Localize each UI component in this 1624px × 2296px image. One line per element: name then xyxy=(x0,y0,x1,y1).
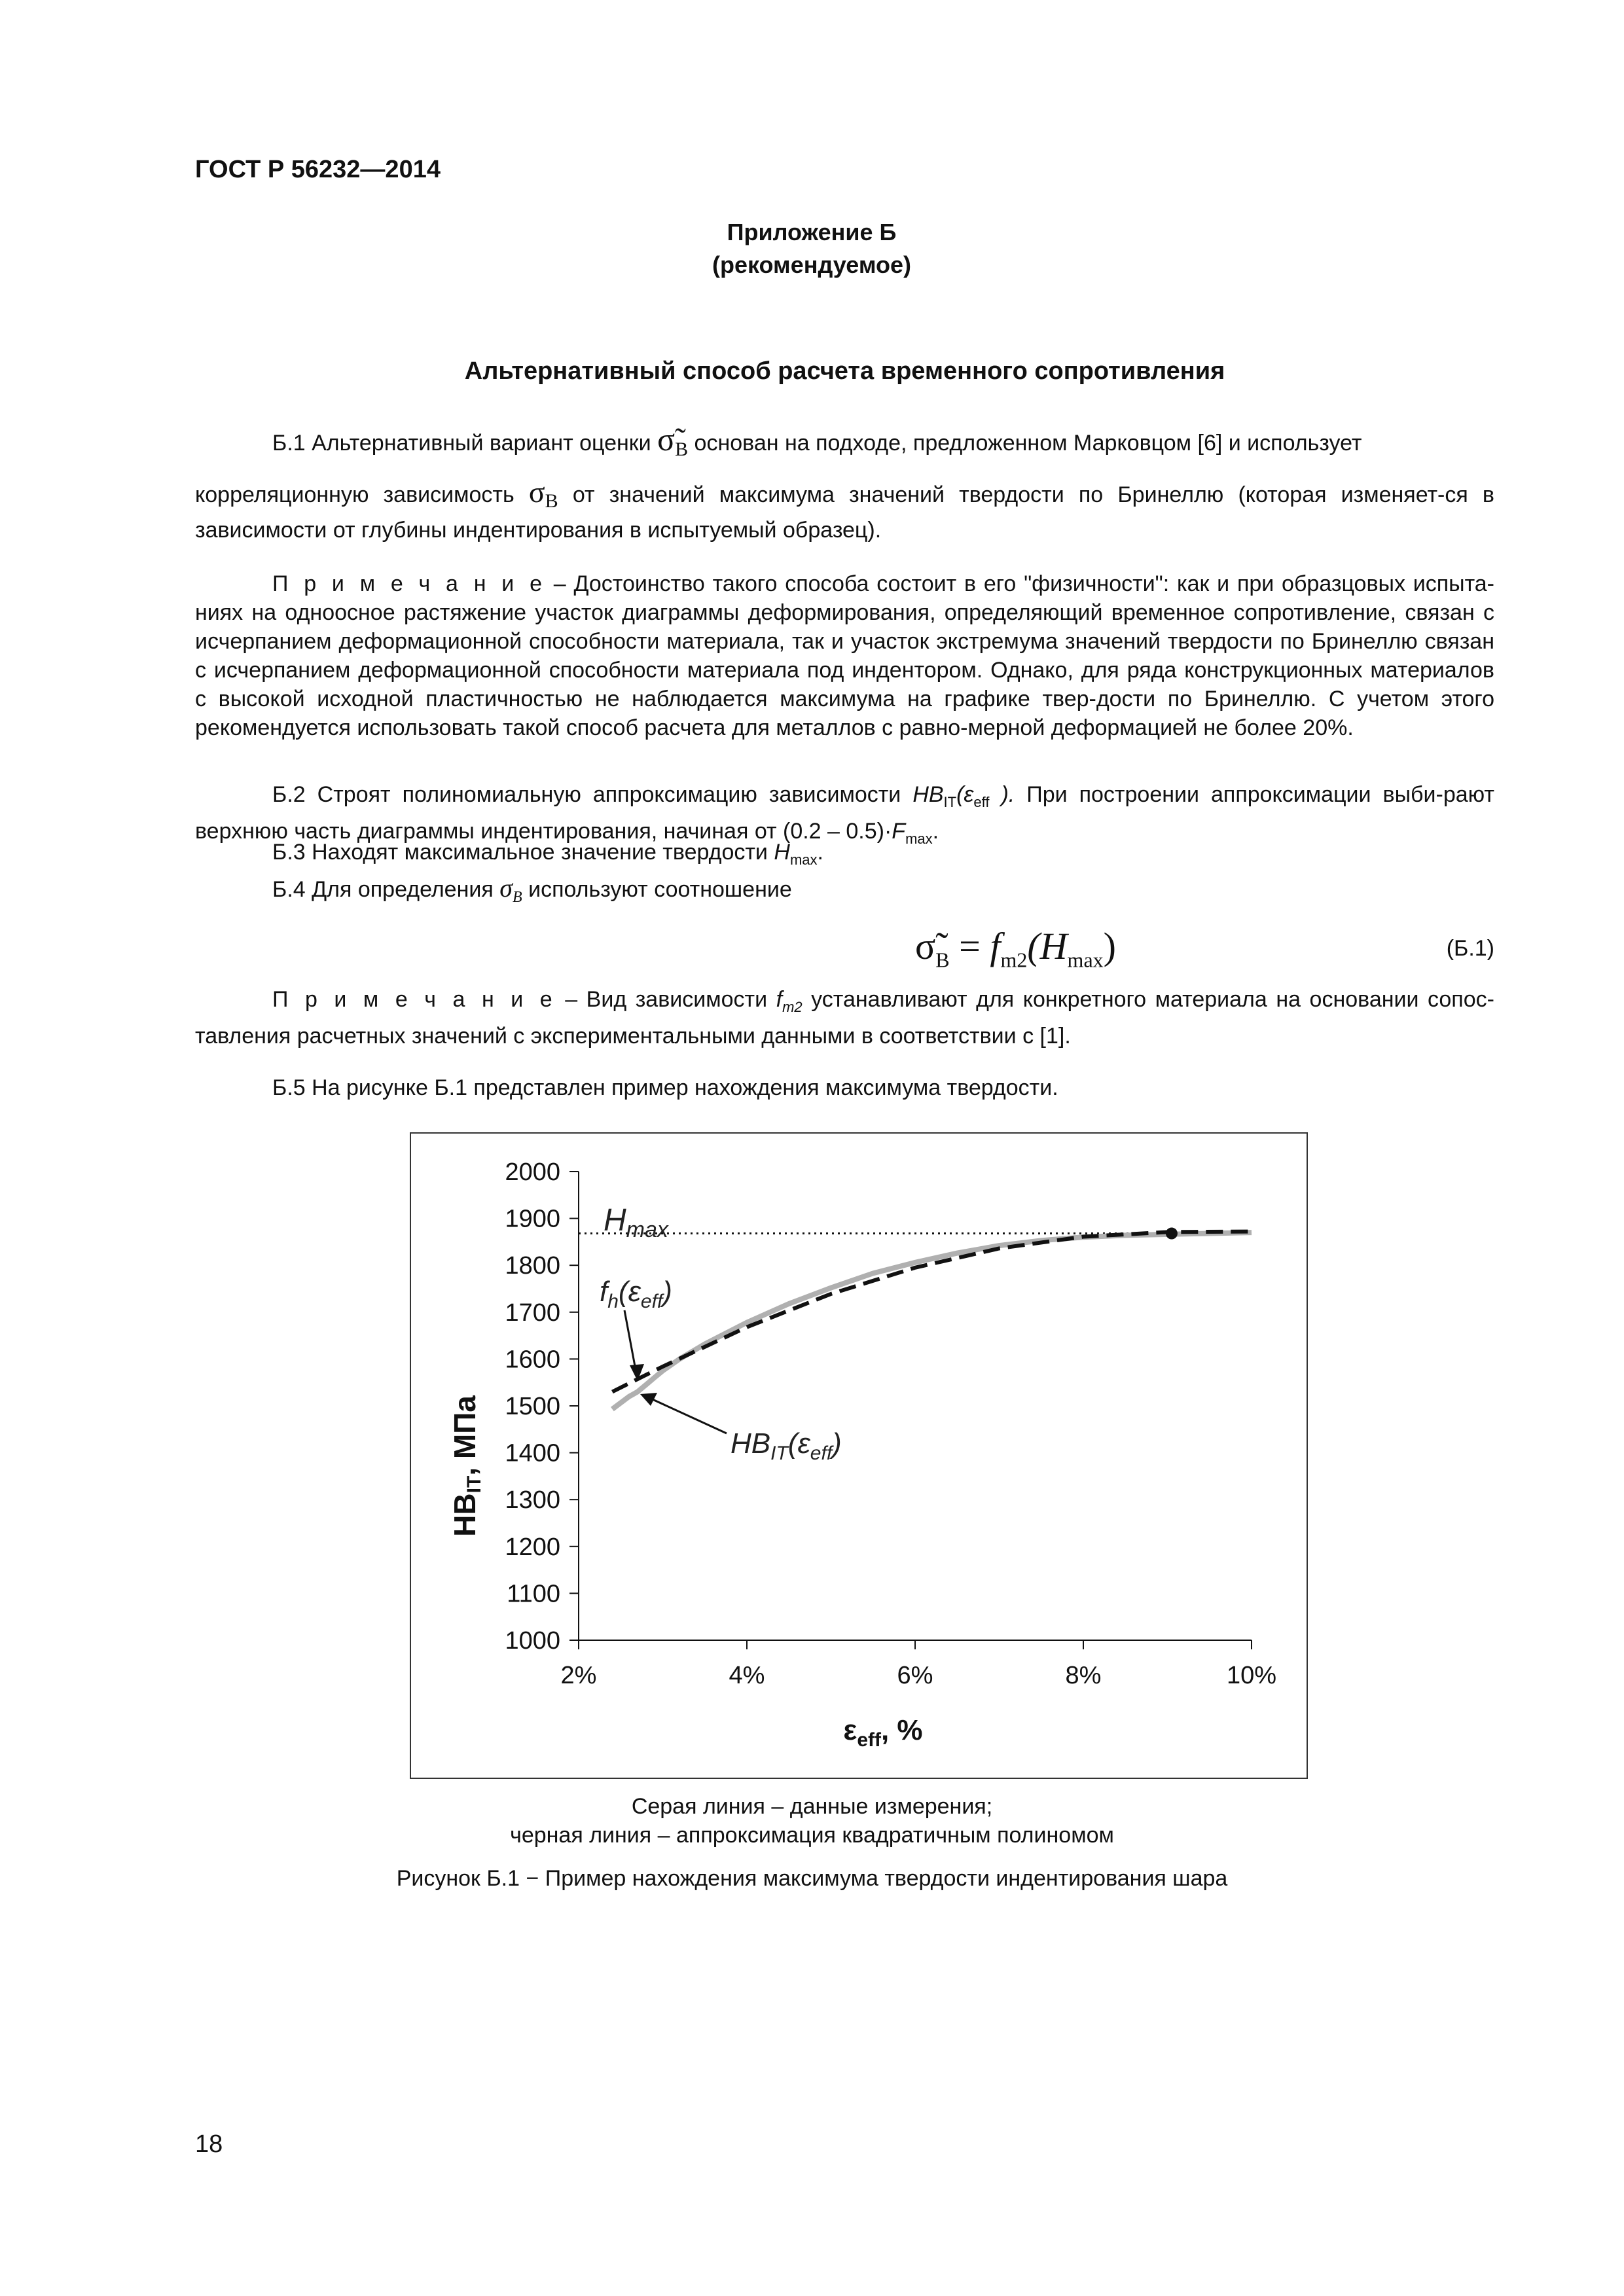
sigma-sub: B xyxy=(545,490,558,512)
note-text: – Достоинство такого способа состоит в его "физичности": как и при образцовых испыта-ниях на одноосное растяжение участок диаграммы деформирования, определяющий временное сопротивление, связан с исчерпанием деформационной способности материала, так и участок экстремума значений твердости по Бринеллю связан с исчерпанием деформационной способности материала под индентором. Однако, для ряда конструкционных материалов с высокой исходной пластичностью не наблюдается максимума на графике твер-дости по Бринеллю. С учетом этого рекомендуется использовать такой способ расчета для металлов с равно-мерной деформацией не более 20%. xyxy=(195,571,1494,740)
sigma-symbol: σ xyxy=(528,475,545,509)
hmax-point xyxy=(1166,1228,1178,1240)
sigma-sub: B xyxy=(512,888,522,906)
paragraph-b4 xyxy=(195,874,1494,912)
caption-line-2: черная линия – аппроксимация квадратичным полиномом xyxy=(510,1823,1114,1848)
y-tick-label: 1500 xyxy=(505,1393,560,1420)
formula-close: ) xyxy=(1103,925,1116,967)
caption-line-1: Серая линия – данные измерения; xyxy=(631,1794,993,1819)
x-tick-label: 10% xyxy=(1226,1662,1277,1689)
hb-sub: IT xyxy=(943,793,957,810)
b1-text-b: основан на подходе, предложенном Марковцом [6] и использует xyxy=(694,431,1362,456)
x-tick-label: 4% xyxy=(729,1662,765,1689)
b4-text-a: Б.4 Для определения xyxy=(272,877,494,902)
b1-text-d: от значений максимума значений твердости по Бринеллю (которая изменяет-ся в зависимости от глубины индентирования в испытуемый образец). xyxy=(195,482,1494,543)
figure-b1-chart xyxy=(410,1132,1308,1779)
formula-lhs: σ̃ xyxy=(915,925,936,967)
fh-annotation: $f_h(\varepsilon_{eff})$ xyxy=(600,1276,672,1312)
fm2-symbol: f xyxy=(776,987,783,1012)
y-axis-label: HBIT, МПа xyxy=(448,1395,485,1537)
fm2-sub: m2 xyxy=(782,998,803,1015)
b1-text-c: корреляционную зависимость xyxy=(195,482,514,507)
b2-text-a: Б.2 Строят полиномиальную аппроксимацию зависимости xyxy=(272,782,901,807)
formula-number: (Б.1) xyxy=(1446,936,1494,961)
formula-arg: (H xyxy=(1027,925,1068,967)
h-symbol: H xyxy=(774,840,790,865)
eps-sub: eff xyxy=(973,793,990,810)
b2-text-b: При построении аппроксимации выби-рают верхнюю часть диаграммы индентирования, начиная от (0.2 – 0.5)· xyxy=(195,782,1494,844)
arg-end: ). xyxy=(989,782,1015,807)
paragraph-b3 xyxy=(195,838,1494,874)
paragraph-b5: Б.5 На рисунке Б.1 представлен пример нахождения максимума твердости. xyxy=(272,1075,1058,1100)
y-tick-label: 2000 xyxy=(505,1158,560,1186)
sigma-italic-symbol: σ xyxy=(499,873,513,903)
f-symbol: F xyxy=(892,818,906,844)
note-label: П р и м е ч а н и е xyxy=(272,987,556,1012)
y-tick-label: 1100 xyxy=(507,1580,560,1608)
note-1 xyxy=(195,569,1494,742)
note-label: П р и м е ч а н и е xyxy=(272,571,546,596)
sigma-tilde-symbol: σ̃ xyxy=(657,421,676,457)
appendix-name: Приложение Б xyxy=(727,219,897,245)
formula-arg-sub: max xyxy=(1067,948,1104,972)
formula-f-sub: m2 xyxy=(1000,948,1028,972)
x-axis-label: $\varepsilon_{eff}$, % xyxy=(843,1714,923,1751)
figure-legend-note xyxy=(0,1792,1624,1850)
formula-expression xyxy=(915,924,1116,973)
figure-title: Рисунок Б.1 − Пример нахождения максимума твердости индентирования шара xyxy=(396,1866,1228,1891)
b3-end: . xyxy=(817,840,823,865)
formula-lhs-sub: B xyxy=(935,948,950,972)
section-title: Альтернативный способ расчета временного сопротивления xyxy=(464,357,1225,385)
formula-eq: = xyxy=(949,925,990,967)
y-tick-label: 1000 xyxy=(505,1627,560,1655)
formula-b1 xyxy=(195,924,1494,970)
note2-text-b: устанавливают для конкретного материала на основании сопос-тавления расчетных значений с экспериментальными данными в соответствии с [1]. xyxy=(195,987,1494,1049)
b2-end: . xyxy=(932,818,939,844)
h-sub: max xyxy=(789,851,818,868)
y-tick-label: 1300 xyxy=(505,1486,560,1515)
appendix-status: (рекомендуемое) xyxy=(712,251,911,278)
b3-text: Б.3 Находят максимальное значение твердости xyxy=(272,840,768,865)
y-tick-label: 1900 xyxy=(505,1205,560,1233)
y-tick-label: 1200 xyxy=(505,1533,560,1561)
hb-symbol: HB xyxy=(912,782,944,807)
appendix-heading xyxy=(288,216,1335,281)
x-tick-label: 2% xyxy=(560,1662,597,1689)
paragraph-b1-cont xyxy=(195,475,1494,545)
y-tick-label: 1700 xyxy=(505,1299,560,1327)
f-sub: max xyxy=(905,830,933,847)
document-code: ГОСТ Р 56232—2014 xyxy=(195,156,441,183)
y-tick-label: 1400 xyxy=(505,1439,560,1467)
formula-f: f xyxy=(990,925,1001,967)
eps-arg: (ε xyxy=(956,782,974,807)
sigma-sub: B xyxy=(675,438,689,460)
y-tick-label: 1800 xyxy=(505,1252,560,1280)
y-tick-label: 1600 xyxy=(505,1346,560,1374)
x-tick-label: 6% xyxy=(897,1662,933,1689)
paragraph-b1 xyxy=(195,419,1494,470)
note2-text-a: – Вид зависимости xyxy=(565,987,768,1012)
note-2 xyxy=(195,985,1494,1050)
b1-text-a: Б.1 Альтернативный вариант оценки xyxy=(272,431,651,456)
x-tick-label: 8% xyxy=(1065,1662,1102,1689)
b4-text-b: используют соотношение xyxy=(528,877,792,902)
hb-annotation: $HB_{IT}(\varepsilon_{eff})$ xyxy=(731,1427,842,1464)
page-number: 18 xyxy=(195,2130,223,2158)
hmax-label: $H_{max}$ xyxy=(604,1203,668,1242)
